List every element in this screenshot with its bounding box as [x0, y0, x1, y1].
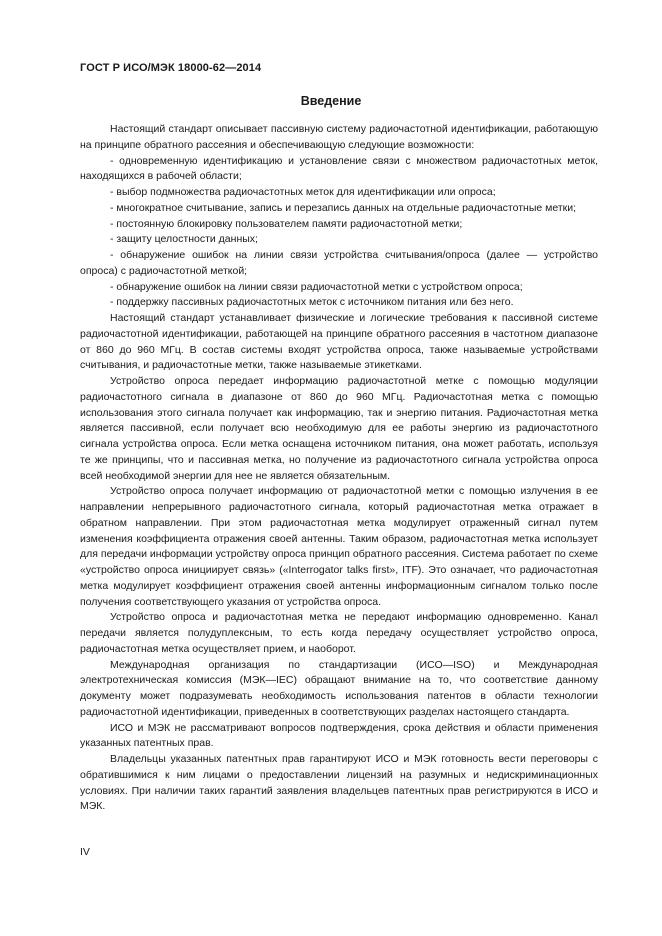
list-item: - одновременную идентификацию и установление связи с множеством радиочастотных меток, находящихся в рабочей области; — [80, 154, 598, 183]
paragraph: Владельцы указанных патентных прав гарантируют ИСО и МЭК готовность вести переговоры с обратившимися к ним лицами о предоставлении лицензий на разумных и недискриминационных условиях. При наличии таких гарантий заявления владельцев патентных прав регистрируются в ИСО и МЭК. — [80, 753, 598, 813]
list-item: - выбор подмножества радиочастотных меток для идентификации или опроса; — [110, 186, 496, 198]
paragraph: Настоящий стандарт описывает пассивную систему радиочастотной идентификации, работающую на принципе обратного рассеяния и обеспечивающую следующие возможности: — [80, 123, 598, 151]
paragraph: Настоящий стандарт устанавливает физические и логические требования к пассивной системе радиочастотной идентификации, работающей на принципе обратного рассеяния в частотном диапазоне от 860 до 960 МГц. В состав системы входят устройства опроса, также называемые устройствами считывания, и радиочастотные метки, также называемые этикетками. — [80, 312, 598, 372]
document-header: ГОСТ Р ИСО/МЭК 18000-62—2014 — [80, 62, 262, 74]
list-item: - обнаружение ошибок на линии связи устройства считывания/опроса (далее — устройство опроса) с радиочастотной меткой; — [80, 249, 598, 277]
paragraph: Устройство опроса передает информацию радиочастотной метке с помощью модуляции радиочастотного сигнала в диапазоне от 860 до 960 МГц. Радиочастотная метка с помощью использования этого сигнала получает как информацию, так и энергию питания. Радиочастотная метка является пассивной, если получает всю необходимую для ее работы энергию из радиочастотного сигнала устройства опроса. Если метка оснащена источником питания, она может работать, используя те же принципы, что и пассивная метка, но получение из радиочастотного сигнала устройства опроса всей необходимой энергии для нее не является обязательным. — [80, 375, 598, 482]
paragraph: Устройство опроса получает информацию от радиочастотной метки с помощью излучения в ее направлении непрерывного радиочастотного сигнала, который радиочастотная метка отражает в обратном направлении. При этом радиочастотная метка модулирует отраженный сигнал путем изменения коэффициента отражения своей антенны. Таким образом, радиочастотная метка использует для передачи информации устройству опроса принцип обратного рассеяния. Система работает по схеме «устройство опроса инициирует связь» («Interrogator talks first», ITF). Это означает, что радиочастотная метка модулирует коэффициент отражения своей антенны информационным сигналом только после получения соответствующего указания от устройства опроса. — [80, 485, 598, 608]
list-item: - обнаружение ошибок на линии связи радиочастотной метки с устройством опроса; — [110, 280, 523, 293]
paragraph: ИСО и МЭК не рассматривают вопросов подтверждения, срока действия и области применения указанных патентных прав. — [80, 721, 598, 750]
body-text — [80, 122, 598, 815]
list-item: - защиту целостности данных; — [110, 233, 258, 246]
section-title: Введение — [300, 94, 362, 108]
paragraph: Устройство опроса и радиочастотная метка не передают информацию одновременно. Канал передачи является полудуплексным, то есть когда передачу осуществляет устройство опроса, радиочастотная метка осуществляет прием, и наоборот. — [80, 611, 598, 655]
page-number: IV — [80, 846, 90, 858]
paragraph: Международная организация по стандартизации (ИСО—ISO) и Международная электротехническая комиссия (МЭК—IEC) обращают внимание на то, что соответствие данному документу может подразумевать необходимость использования патентов в области технологии радиочастотной идентификации, приведенных в соответствующих разделах настоящего стандарта. — [80, 658, 598, 718]
list-item: - постоянную блокировку пользователем памяти радиочастотной метки; — [110, 217, 463, 230]
list-item: - многократное считывание, запись и перезапись данных на отдельные радиочастотные метки; — [110, 201, 577, 214]
list-item: - поддержку пассивных радиочастотных меток с источником питания или без него. — [110, 296, 514, 309]
